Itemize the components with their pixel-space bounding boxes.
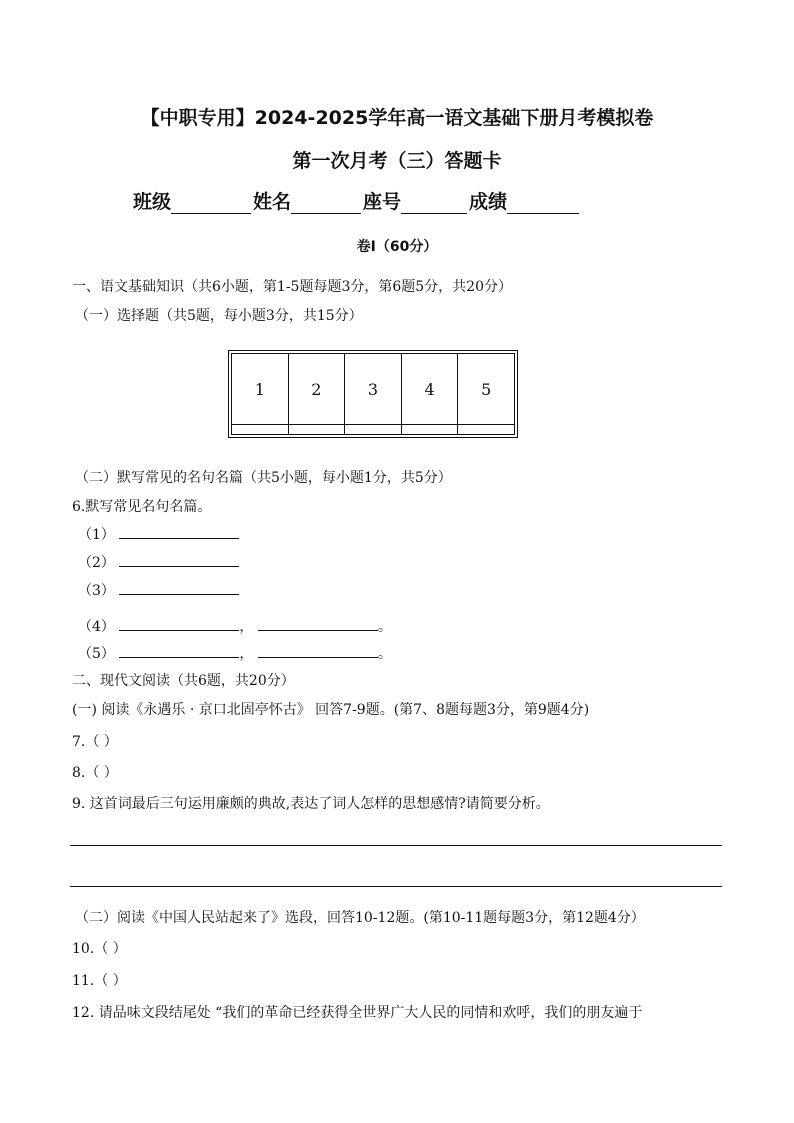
answer-header-1: 1 [232,354,289,425]
answer-blank[interactable] [119,580,239,595]
question-6: 6.默写常见名句名篇。 [72,499,212,515]
section1-heading: 一、语文基础知识（共6小题，第1-5题每题3分，第6题5分，共20分） [72,279,512,295]
answer-header-5: 5 [458,354,515,425]
answer-cell-5[interactable] [458,425,515,435]
section1-part1-heading: （一）选择题（共5题，每小题3分，共15分） [75,308,363,324]
period: 。 [377,619,392,635]
question-9: 9. 这首词最后三句运用廉颇的典故,表达了词人怎样的思想感情?请简要分析。 [72,796,550,812]
class-field[interactable] [171,193,251,214]
volume-label: 卷Ⅰ（60分） [356,239,438,255]
answer-header-4: 4 [401,354,458,425]
question-7[interactable]: 7.（ ） [72,734,118,750]
answer-header-3: 3 [345,354,402,425]
seat-label: 座号 [363,191,402,213]
answer-blank[interactable] [258,616,378,631]
class-label: 班级 [133,191,172,213]
student-info-row [133,187,581,214]
item-label: （1） [78,527,115,543]
section2-part2-heading: （二）阅读《中国人民站起来了》选段，回答10-12题。(第10-11题每题3分，第12题4分） [75,910,645,926]
item-label: （2） [78,555,115,571]
question-11[interactable]: 11.（ ） [72,973,127,989]
recitation-item-3 [78,580,239,600]
answer-cell-2[interactable] [288,425,345,435]
comma: ， [239,646,254,662]
answer-table [228,350,518,438]
section2-heading: 二、现代文阅读（共6题，共20分） [72,673,295,689]
comma: ， [239,619,254,635]
seat-field[interactable] [401,193,467,214]
section1-part2-heading: （二）默写常见的名句名篇（共5小题，每小题1分，共5分） [75,470,452,486]
answer-cell-1[interactable] [232,425,289,435]
answer-line[interactable] [70,886,722,887]
answer-blank[interactable] [258,643,378,658]
recitation-item-1 [78,524,239,544]
question-10[interactable]: 10.（ ） [72,941,127,957]
page-subtitle: 第一次月考（三）答题卡 [292,150,502,172]
answer-cell-4[interactable] [401,425,458,435]
answer-cell-3[interactable] [345,425,402,435]
section2-part1-heading: (一) 阅读《永遇乐 · 京口北固亭怀古》 回答7-9题。(第7、8题每题3分，第9题4分) [72,702,590,718]
recitation-item-4 [78,616,392,636]
answer-blank[interactable] [119,616,239,631]
name-label: 姓名 [253,191,292,213]
answer-blank[interactable] [119,552,239,567]
recitation-item-5 [78,643,392,663]
name-field[interactable] [291,193,361,214]
recitation-item-2 [78,552,239,572]
answer-header-2: 2 [288,354,345,425]
score-field[interactable] [507,193,579,214]
answer-blank[interactable] [119,524,239,539]
page-title: 【中职专用】2024-2025学年高一语文基础下册月考模拟卷 [140,107,654,129]
item-label: （5） [78,646,115,662]
answer-blank[interactable] [119,643,239,658]
question-12: 12. 请品味文段结尾处 “我们的革命已经获得全世界广大人民的同情和欢呼，我们的朋友遍于 [72,1005,643,1021]
period: 。 [377,646,392,662]
answer-line[interactable] [70,845,722,846]
item-label: （4） [78,619,115,635]
score-label: 成绩 [469,191,508,213]
question-8[interactable]: 8.（ ） [72,765,118,781]
item-label: （3） [78,583,115,599]
